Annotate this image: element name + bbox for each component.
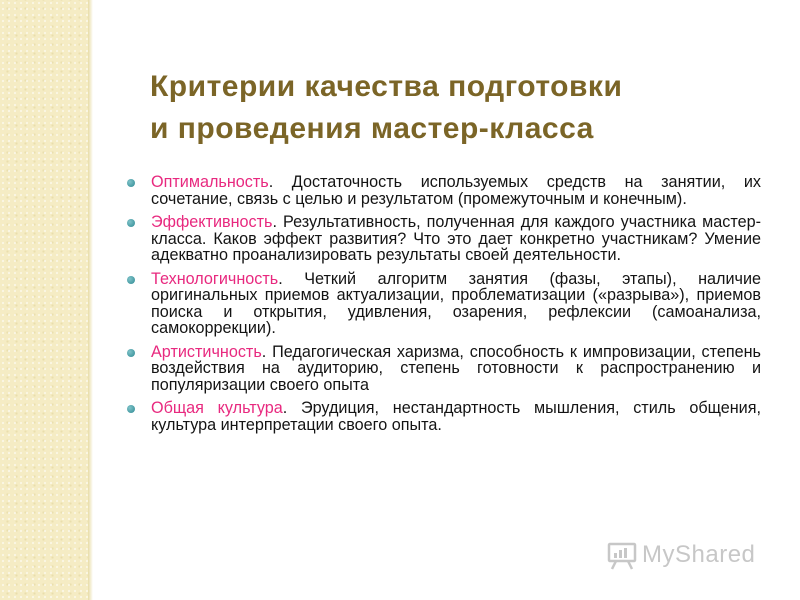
criterion-term: Эффективность: [151, 213, 273, 231]
presentation-board-icon: [606, 539, 638, 571]
slide-title-line-1: Критерии качества подготовки: [150, 70, 623, 103]
criteria-list: [151, 174, 761, 440]
criterion-text: . Педагогическая харизма, способность к импровизации, степень воздействия на аудиторию, степень готовности к распространению и популяризации своего опыта: [151, 342, 761, 394]
bullet-icon: [127, 219, 135, 227]
decorative-left-band: [0, 0, 88, 600]
criterion-term: Артистичность: [151, 342, 262, 361]
bullet-icon: [127, 276, 135, 284]
bullet-icon: [127, 179, 135, 187]
criterion-general-culture: [151, 400, 761, 433]
bullet-icon: [127, 405, 135, 413]
criterion-term: Общая культура: [151, 399, 283, 417]
criterion-optimality: [151, 174, 761, 207]
slide-title-line-2: и проведения мастер-класса: [150, 112, 594, 145]
criterion-text: . Эрудиция, нестандартность мышления, стиль общения, культура интерпретации своего опыта.: [151, 399, 761, 434]
watermark: [606, 537, 766, 573]
criterion-text: . Четкий алгоритм занятия (фазы, этапы), наличие оригинальных приемов актуализации, проблематизации («разрыва»), приемов поиска и открытия, удивления, озарения, рефлексии (самоанализа, самокоррекции).: [151, 269, 761, 337]
slide-title: [150, 66, 780, 150]
criterion-text: . Достаточность используемых средств на занятии, их сочетание, связь с целью и результатом (промежуточным и конечным).: [151, 173, 761, 208]
criterion-technology: [151, 271, 761, 337]
criterion-term: Оптимальность: [151, 173, 269, 191]
watermark-text: MyShared: [642, 541, 756, 568]
bullet-icon: [127, 349, 135, 357]
left-band-edge: [88, 0, 93, 600]
criterion-term: Технологичность: [151, 269, 279, 288]
criterion-effectiveness: [151, 214, 761, 264]
criterion-artistry: [151, 344, 761, 394]
criterion-text: . Результативность, полученная для каждого участника мастер-класса. Каков эффект развития? Что это дает конкретно участникам? Умение адекватно проанализировать результаты своей деятельности.: [151, 213, 761, 264]
